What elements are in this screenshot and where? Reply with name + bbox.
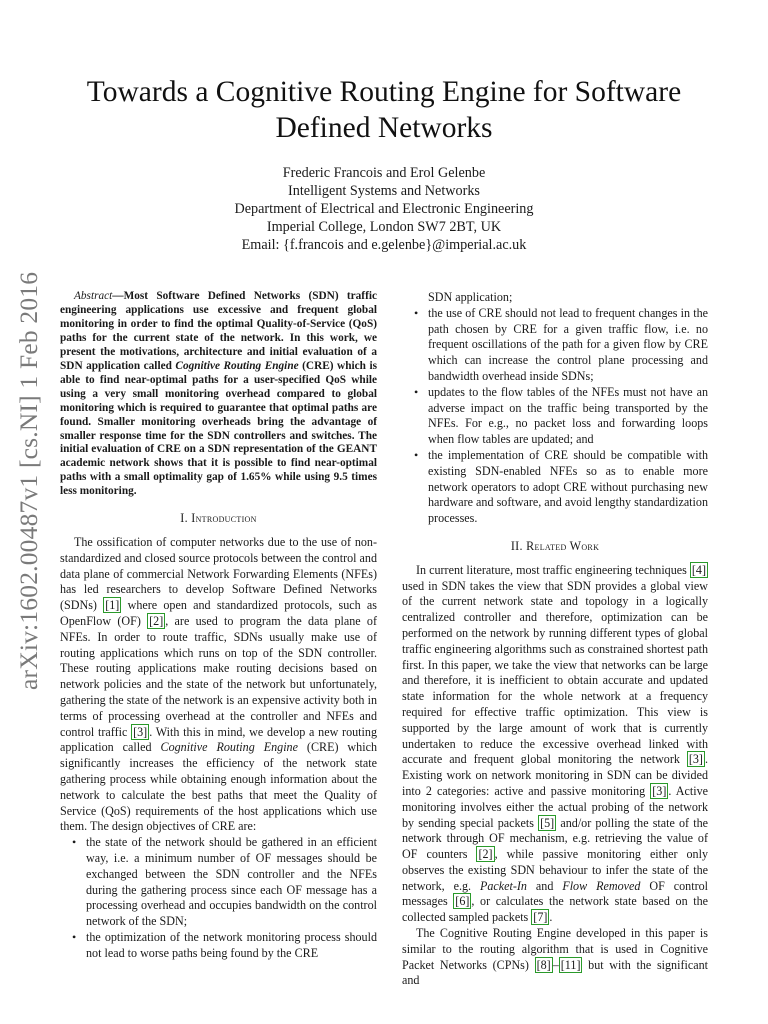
citation-link[interactable]: [5] xyxy=(540,815,555,830)
paper-title xyxy=(60,74,708,146)
abstract-lead: Abstract xyxy=(74,290,113,302)
intro-paragraph: The ossification of computer networks due to the use of non-standardized and closed source protocols between the control and data plane of commercial Network Forwarding Elements (NFEs) has led researchers to develop Software Defined Networks (SDNs) [1] where open and standardized protocols, such as OpenFlow (OF) [2] , are used to program the data plane of NFEs. In order to route traffic, SDNs usually make use of routing applications which runs on top of the SDN controller. These routing applications make routing decisions based on network policies and the state of the network but unfortunately, gathering the state of the network is an expensive activity both in terms of processing overhead at the controller and NFEs and control traffic [3] . With this in mind, we develop a new routing application called Cognitive Routing Engine (CRE) which significantly increases the efficiency of the network state gathering process while obtaining enough information about the network to calculate the best paths that meet the Quality of Service (QoS) requirements of the host applications which use them. The design objectives of CRE are: xyxy=(60,535,378,834)
arxiv-stamp: arXiv:1602.00487v1 [cs.NI] 1 Feb 2016 xyxy=(14,271,43,690)
citation-link[interactable]: [3] xyxy=(133,724,148,739)
author-email: Email: {f.francois and e.gelenbe}@imperial.ac.uk xyxy=(241,237,527,253)
design-objectives-list xyxy=(60,835,377,961)
title-line-2: Defined Networks xyxy=(275,112,493,144)
list-item: • the use of CRE should not lead to frequent changes in the path chosen by CRE for a given traffic flow, i.e. no frequent oscillations of the path for a given flow by CRE which can increase the control plane processing and bandwidth overhead inside SDNs; xyxy=(428,306,708,385)
design-objectives-list-continued xyxy=(402,306,708,527)
left-column xyxy=(60,290,377,962)
title-line-1: Towards a Cognitive Routing Engine for Software xyxy=(86,76,682,108)
citation-link[interactable]: [8] xyxy=(536,957,551,972)
citation-link[interactable]: [6] xyxy=(455,894,470,909)
author-group: Intelligent Systems and Networks xyxy=(288,183,480,199)
related-work-paragraph: In current literature, most traffic engineering techniques [4] used in SDN takes the view that SDN provides a global view of the current network state and topology in a logically centralized controller and therefore, optimization can be performed on the network by running different types of global traffic engineering algorithms such as constrained shortest path first. In this paper, we take the view that networks can be large and therefore, it is inefficient to obtain accurate and updated state information for the whole network at a frequency required for effective traffic optimization. This view is supported by the large amount of work that is currently undertaken to reduce the excessive overhead linked with accurate and frequent global monitoring the network [3] . Existing work on network monitoring in SDN can be divided into 2 categories: active and passive monitoring [3] . Active monitoring involves either the actual probing of the network by sending special packets [5] and/or polling the state of the network through OF mechanism, e.g. retrieving the value of OF counters [2] , while passive monitoring either only observes the existing SDN behaviour to infer the state of the network, e.g. Packet-In and Flow Removed OF control messages [6] , or calculates the network state based on the collected sampled packets [7] . xyxy=(402,562,709,925)
citation-link[interactable]: [3] xyxy=(652,783,667,798)
citation-link[interactable]: [11] xyxy=(560,957,581,972)
list-item: • the state of the network should be gathered in an efficient way, i.e. a minimum number of OF messages should be exchanged between the SDN controller and the NFEs during the gathering process since each OF message has a processing overhead and occupies bandwidth on the control network of the SDN; xyxy=(86,835,377,930)
section-heading-related-work: II. Related Work xyxy=(510,538,600,553)
citation-link[interactable]: [2] xyxy=(478,847,493,862)
author-block xyxy=(120,164,648,254)
abstract: Abstract—Most Software Defined Networks (SDN) traffic engineering applications use excessive and frequent global monitoring in order to find the optimal Quality-of-Service (QoS) paths for the current state of the network. In this work, we present the motivations, architecture and initial evaluation of a SDN application called Cognitive Routing Engine (CRE) which is able to find near-optimal paths for a user-specified QoS while using a very small monitoring overhead compared to global monitoring which is required to guarantee that optimal paths are found. Smaller monitoring overheads bring the advantage of smaller response time for the SDN controllers and switches. The initial evaluation of CRE on a SDN representation of the GEANT academic network shows that it is possible to find near-optimal paths with a small optimality gap of 1.65% while using 9.5 times less monitoring. xyxy=(60,290,377,498)
author-names: Frederic Francois and Erol Gelenbe xyxy=(282,165,486,181)
section-heading-introduction: I. Introduction xyxy=(180,511,257,526)
author-institution: Imperial College, London SW7 2BT, UK xyxy=(266,219,502,235)
citation-link[interactable]: [7] xyxy=(533,910,548,925)
citation-link[interactable]: [3] xyxy=(688,752,703,767)
citation-link[interactable]: [1] xyxy=(105,598,120,613)
citation-link[interactable]: [4] xyxy=(691,562,706,577)
list-item: • updates to the flow tables of the NFEs must not have an adverse impact on the traffic being transported by the NFEs. For e.g., no packet loss and forwarding loops when flow tables are updated; and xyxy=(428,385,708,448)
list-item-continuation: SDN application; xyxy=(428,290,513,304)
right-column xyxy=(402,290,708,989)
citation-link[interactable]: [2] xyxy=(149,614,164,629)
related-work-paragraph-2: The Cognitive Routing Engine developed in this paper is similar to the routing algorithm that is used in Cognitive Packet Networks (CPNs) [8] – [11] but with the significant and xyxy=(402,926,708,988)
list-item: • the implementation of CRE should be compatible with existing SDN-enabled NFEs so as to enable more network operators to adopt CRE without purchasing new hardware and software, and avoid lengthy standardization processes. xyxy=(428,448,708,527)
list-item: • the optimization of the network monitoring process should not lead to worse paths being found by the CRE xyxy=(86,930,377,962)
author-department: Department of Electrical and Electronic Engineering xyxy=(234,201,534,217)
